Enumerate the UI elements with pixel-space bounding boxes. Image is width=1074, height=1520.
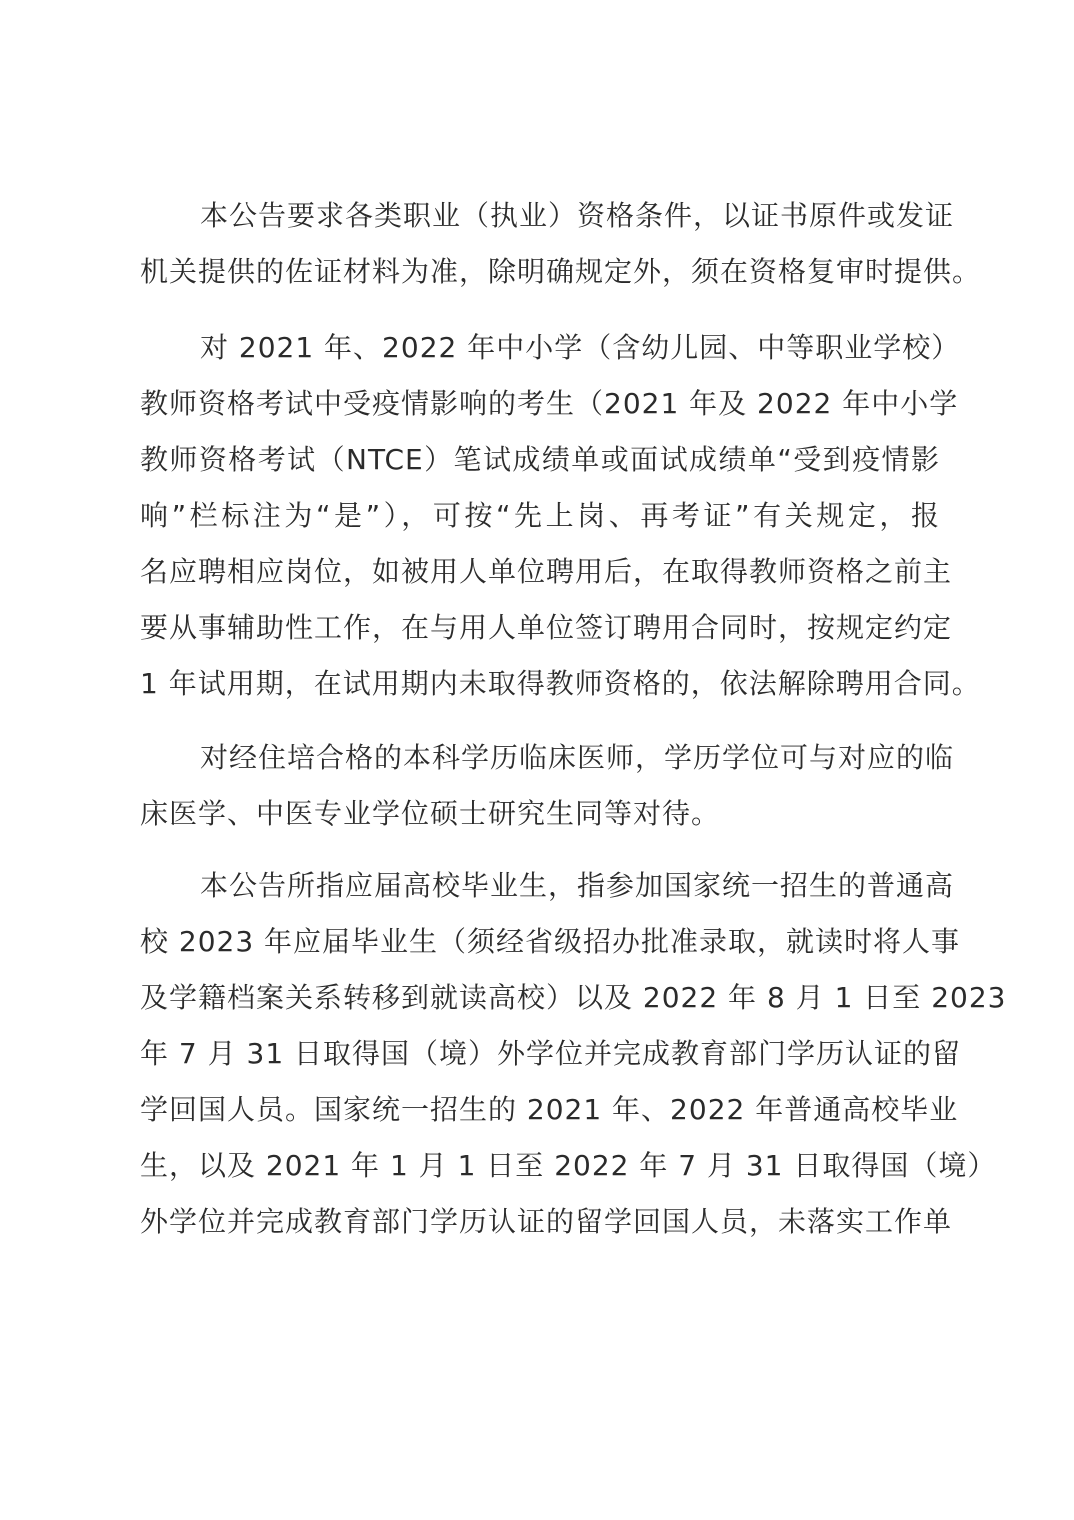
text-line: 生，以及 2021 年 1 月 1 日至 2022 年 7 月 31 日取得国（境） [140, 1149, 997, 1182]
text-line: 学回国人员。国家统一招生的 2021 年、2022 年普通高校毕业 [140, 1093, 959, 1126]
text-line: 1 年试用期，在试用期内未取得教师资格的，依法解除聘用合同。 [140, 667, 981, 700]
text-line: 教师资格考试（NTCE）笔试成绩单或面试成绩单“受到疫情影 [140, 443, 940, 476]
text-line: 本公告所指应届高校毕业生，指参加国家统一招生的普通高 [200, 869, 955, 902]
text-line: 外学位并完成教育部门学历认证的留学回国人员，未落实工作单 [140, 1205, 953, 1238]
text-line: 校 2023 年应届毕业生（须经省级招办批准录取，就读时将人事 [140, 925, 961, 958]
text-line: 对经住培合格的本科学历临床医师，学历学位可与对应的临 [200, 741, 955, 774]
text-line: 对 2021 年、2022 年中小学（含幼儿园、中等职业学校） [200, 331, 961, 364]
text-line: 教师资格考试中受疫情影响的考生（2021 年及 2022 年中小学 [140, 387, 959, 420]
paragraph-certificate-requirements [140, 188, 982, 300]
text-line: 床医学、中医专业学位硕士研究生同等对待。 [140, 797, 721, 830]
text-line: 要从事辅助性工作，在与用人单位签订聘用合同时，按规定约定 [140, 611, 953, 644]
text-line: 年 7 月 31 日取得国（境）外学位并完成教育部门学历认证的留 [140, 1037, 962, 1070]
paragraph-graduate-definition [140, 858, 1007, 1250]
text-line: 名应聘相应岗位，如被用人单位聘用后，在取得教师资格之前主 [140, 555, 953, 588]
text-line: 响”栏标注为“是”），可按“先上岗、再考证”有关规定，报 [140, 499, 940, 532]
paragraph-resident-training [140, 730, 955, 842]
text-line: 本公告要求各类职业（执业）资格条件，以证书原件或发证 [200, 199, 955, 232]
text-line: 及学籍档案关系转移到就读高校）以及 2022 年 8 月 1 日至 2023 [140, 981, 1007, 1014]
text-line: 机关提供的佐证材料为准，除明确规定外，须在资格复审时提供。 [140, 255, 982, 288]
paragraph-teacher-qualification [140, 320, 981, 712]
